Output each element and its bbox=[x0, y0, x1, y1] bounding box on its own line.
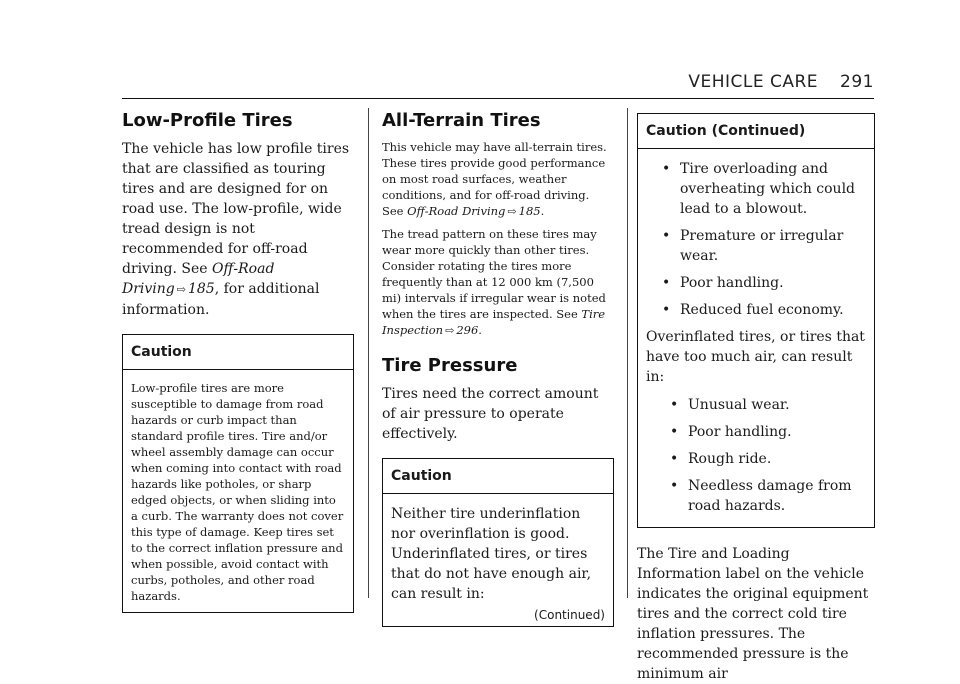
column-divider-2 bbox=[627, 108, 628, 598]
low-profile-heading: Low-Profile Tires bbox=[122, 110, 293, 131]
page-ref-arrow-icon: ⇨ bbox=[176, 283, 186, 296]
tire-pressure-intro: Tires need the correct amount of air pressure to operate effectively. bbox=[382, 386, 599, 442]
off-road-driving-link[interactable]: Off-Road Driving bbox=[407, 204, 506, 218]
caution-text: Neither tire underinflation nor overinflation is good. Underinflated tires, or tires that do not have enough air, can result in: bbox=[391, 506, 592, 602]
loading-info-text: The Tire and Loading Information label on the vehicle indicates the original equipment tires and the correct cold tire inflation pressures. The recommended pressure is the minimum air bbox=[637, 546, 869, 682]
list-item: • Poor handling. bbox=[646, 273, 866, 293]
all-terrain-p2: The tread pattern on these tires may wear more quickly than other tires. Consider rotating the tires more frequently than at 12 000 km (7,500 mi) intervals if irregular wear is noted when the tires are inspected. See Tire Inspection ⇨ 296. bbox=[382, 227, 606, 337]
page-ref-arrow-icon: ⇨ bbox=[445, 324, 455, 337]
list-item: • Premature or irregular wear. bbox=[646, 226, 866, 266]
low-profile-body: The vehicle has low profile tires that are classified as touring tires and are designed for on road use. The low-profile, wide tread design is not recommended for off-road driving. See Off-Road Driving ⇨ 185, for additional information. bbox=[122, 141, 350, 318]
list-item: • Unusual wear. bbox=[646, 395, 866, 415]
page-header bbox=[688, 72, 874, 92]
overinflation-intro: Overinflated tires, or tires that have too much air, can result in: bbox=[646, 329, 865, 385]
continued-label: (Continued) bbox=[534, 608, 605, 622]
caution-title: Caution bbox=[383, 459, 613, 494]
underinflation-effects-list bbox=[646, 159, 866, 320]
low-profile-caution-box bbox=[122, 334, 354, 613]
off-road-page-link[interactable]: 185 bbox=[518, 204, 541, 218]
header-rule bbox=[122, 98, 874, 99]
off-road-driving-link[interactable]: Off-Road Driving bbox=[122, 261, 275, 297]
page-number: 291 bbox=[840, 72, 874, 92]
all-terrain-heading: All-Terrain Tires bbox=[382, 110, 541, 131]
column-2 bbox=[382, 110, 614, 627]
column-3 bbox=[637, 110, 875, 684]
caution-title: Caution bbox=[123, 335, 353, 370]
overinflation-effects-list bbox=[646, 395, 866, 516]
tire-inspection-page-link[interactable]: 296 bbox=[456, 323, 479, 337]
caution-text: Low-profile tires are more susceptible to damage from road hazards or curb impact than standard profile tires. Tire and/or wheel assembly damage can occur when coming into contact with road hazards like potholes, or sharp edged objects, or when sliding into a curb. The warranty does not cover this type of damage. Keep tires set to the correct inflation pressure and when possible, avoid contact with curbs, potholes, and other road hazards. bbox=[131, 381, 344, 603]
caution-continued-title: Caution (Continued) bbox=[638, 114, 874, 149]
section-title: VEHICLE CARE bbox=[688, 72, 819, 92]
column-divider-1 bbox=[368, 108, 369, 598]
list-item: • Reduced fuel economy. bbox=[646, 300, 866, 320]
list-item: • Poor handling. bbox=[646, 422, 866, 442]
tire-inspection-link[interactable]: Tire Inspection bbox=[382, 307, 606, 337]
all-terrain-p1: This vehicle may have all-terrain tires. These tires provide good performance on most road surfaces, weather conditions, and for off-road driving. See Off-Road Driving ⇨ 185. bbox=[382, 140, 607, 218]
off-road-page-link[interactable]: 185 bbox=[187, 281, 215, 297]
column-1 bbox=[122, 110, 354, 613]
tire-pressure-heading: Tire Pressure bbox=[382, 355, 518, 376]
tire-pressure-caution-box bbox=[382, 458, 614, 627]
caution-continued-box bbox=[637, 113, 875, 528]
list-item: • Rough ride. bbox=[646, 449, 866, 469]
page-ref-arrow-icon: ⇨ bbox=[507, 205, 517, 218]
list-item: • Tire overloading and overheating which could lead to a blowout. bbox=[646, 159, 866, 219]
list-item: • Needless damage from road hazards. bbox=[646, 476, 866, 516]
